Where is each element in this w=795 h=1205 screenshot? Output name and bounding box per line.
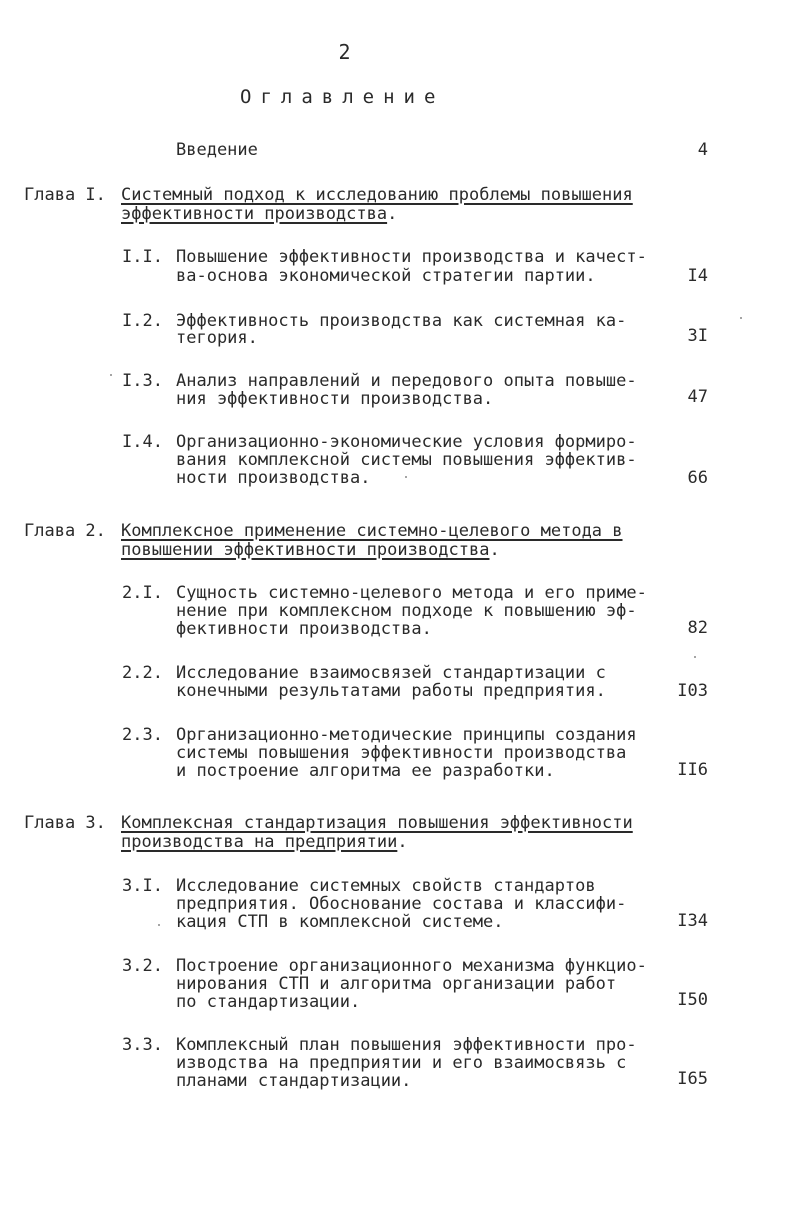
scan-speck (110, 374, 112, 376)
section-line: Организационно-методические принципы создания (176, 725, 637, 745)
section-line: Сущность системно-целевого метода и его приме- (176, 583, 647, 603)
section-number: 3.I. (122, 876, 163, 896)
intro-label: Введение (176, 140, 258, 160)
section-number: I.2. (122, 311, 163, 331)
section-line: тегория. (176, 328, 258, 348)
chapter-3-label: Глава 3. (24, 813, 106, 833)
chapter-3-title-line-1: Комплексная стандартизация повышения эффективности (121, 813, 633, 833)
section-line: нирования СТП и алгоритма организации работ (176, 974, 617, 994)
section-page: I65 (677, 1069, 708, 1089)
section-line: Исследование взаимосвязей стандартизации с (176, 663, 606, 683)
section-line: системы повышения эффективности производства (176, 743, 627, 763)
section-line: фективности производства. (176, 619, 432, 639)
section-page: I34 (677, 911, 708, 931)
section-line: и построение алгоритма ее разработки. (176, 761, 555, 781)
section-page: 47 (687, 387, 708, 407)
section-line: Организационно-экономические условия формиро- (176, 432, 637, 452)
section-line: по стандартизации. (176, 992, 361, 1012)
section-number: I.4. (122, 432, 163, 452)
section-line: ности производства. (176, 468, 371, 488)
section-number: 3.3. (122, 1035, 163, 1055)
section-line: планами стандартизации. (176, 1071, 412, 1091)
section-page: 3I (687, 326, 708, 346)
section-line: Комплексный план повышения эффективности про- (176, 1035, 637, 1055)
toc-title: Оглавление (240, 86, 445, 108)
chapter-2-title-line-2: повышении эффективности производства. (121, 540, 500, 560)
section-number: 3.2. (122, 956, 163, 976)
section-line: Построение организационного механизма функцио- (176, 956, 647, 976)
section-line: ва-основа экономической стратегии партии. (176, 266, 596, 286)
section-line: кация СТП в комплексной системе. (176, 912, 504, 932)
section-number: 2.2. (122, 663, 163, 683)
section-line: ния эффективности производства. (176, 389, 494, 409)
section-line: предприятия. Обоснование состава и классифи- (176, 894, 627, 914)
section-number: 2.3. (122, 725, 163, 745)
section-line: изводства на предприятии и его взаимосвязь с (176, 1053, 627, 1073)
section-number: I.3. (122, 371, 163, 391)
section-line: Эффективность производства как системная ка- (176, 311, 627, 331)
scan-speck (405, 476, 407, 478)
scan-speck (158, 924, 160, 926)
chapter-1-title-line-2: эффективности производства. (121, 204, 398, 224)
section-page: I50 (677, 990, 708, 1010)
section-line: вания комплексной системы повышения эффектив- (176, 450, 637, 470)
chapter-2-label: Глава 2. (24, 521, 106, 541)
chapter-1-title-line-1: Системный подход к исследованию проблемы повышения (121, 185, 633, 205)
section-page: II6 (677, 760, 708, 780)
section-line: Повышение эффективности производства и качест- (176, 247, 647, 267)
chapter-3-title-line-2: производства на предприятии. (121, 832, 408, 852)
chapter-1-label: Глава I. (24, 185, 106, 205)
scan-speck (694, 656, 696, 658)
chapter-2-title-line-1: Комплексное применение системно-целевого метода в (121, 521, 623, 541)
page-number: 2 (338, 40, 351, 64)
section-line: нение при комплексном подходе к повышению эф- (176, 601, 637, 621)
section-page: 82 (687, 618, 708, 638)
intro-page: 4 (697, 140, 708, 160)
section-line: конечными результатами работы предприятия. (176, 681, 606, 701)
scan-speck (740, 317, 742, 319)
section-number: 2.I. (122, 583, 163, 603)
section-page: I03 (677, 681, 708, 701)
section-page: 66 (687, 468, 708, 488)
section-line: Анализ направлений и передового опыта повыше- (176, 371, 637, 391)
section-line: Исследование системных свойств стандартов (176, 876, 596, 896)
section-page: I4 (687, 266, 708, 286)
section-number: I.I. (122, 247, 163, 267)
